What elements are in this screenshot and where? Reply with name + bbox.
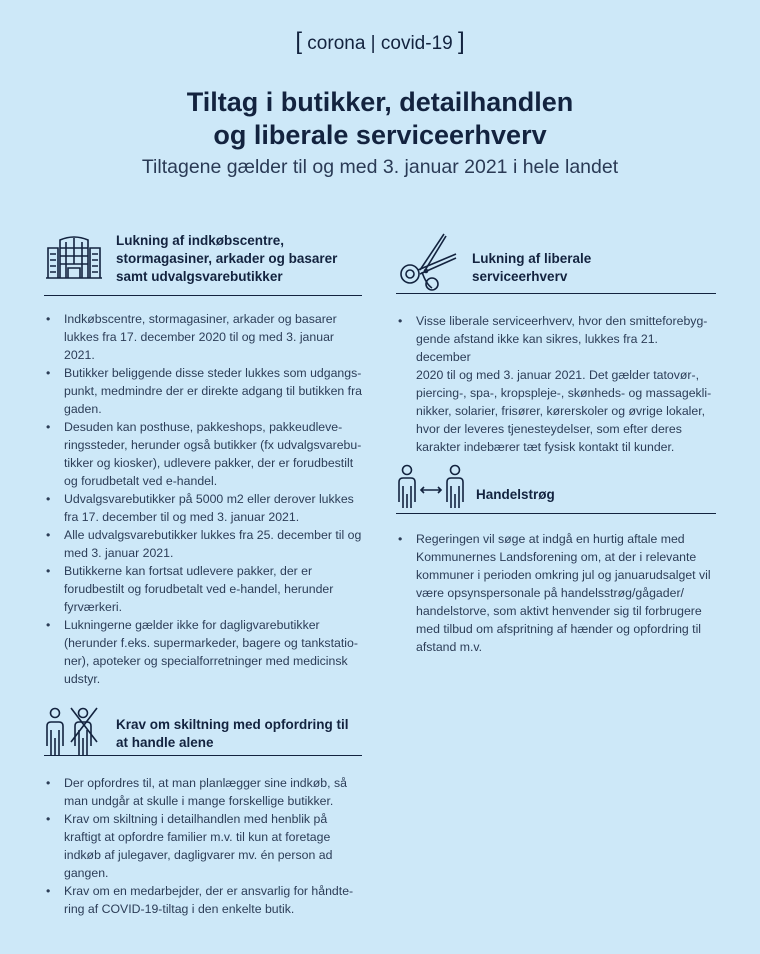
page-subtitle: Tiltagene gælder til og med 3. januar 2021 i hele landet [141,156,619,178]
section-liberale [396,232,716,456]
section-skilt-rule [44,755,362,756]
list-item: • Indkøbscentre, stormagasiner, arkader og basarer lukkes fra 17. december 2020 til og med 3. januar 2021. [44,310,364,364]
section-handel [396,464,716,656]
section-liberale-title: Lukning af liberale serviceerhverv [472,251,592,284]
shop-alone-icon [44,706,100,758]
section-indkob-list [44,310,364,688]
section-liberale-rule [396,293,716,294]
distance-people-icon [396,464,468,510]
list-item: • Butikker beliggende disse steder lukkes som udgangs- punkt, medmindre der er direkte adgang til butikken fra gaden. [44,364,364,418]
section-handel-rule [396,513,716,514]
section-indkob [44,232,364,688]
title-line-2: og liberale serviceerhverv [213,120,547,150]
list-item: • Regeringen vil søge at indgå en hurtig aftale med Kommunernes Landsforening om, at der i relevante kommuner i perioden omkring jul og januarudsalget vil være opsynspersonale på handelsstrøg/gågader/ handelstorve, som aktivt henvender sig til forbrugere med tilbud om afspritning af hænder og opfordring til afstand m.v. [396,530,716,656]
scissors-icon [396,232,458,294]
list-item: • Der opfordres til, at man planlægger sine indkøb, så man undgår at skulle i mange forskellige butikker. [44,774,364,810]
list-item: • Lukningerne gælder ikke for dagligvarebutikker (herunder f.eks. supermarkeder, bagere og tankstatio- ner), apoteker og specialforretninger med medicinsk udstyr. [44,616,364,688]
list-item: • Krav om skiltning i detailhandlen med henblik på kraftigt at opfordre familier m.v. til kun at foretage indkøb af julegaver, dagligvarer mv. én person ad gangen. [44,810,364,882]
list-item: • Visse liberale serviceerhverv, hvor den smitteforebyg- gende afstand ikke kan sikres, lukkes fra 21. december 2020 til og med 3. januar 2021. Det gælder tatovør-, piercing-, spa-, kropspleje-, skønheds- og massagekli- nikker, solarier, frisører, kørerskoler og øvrige lokaler, hvor der leveres tjenesteydelser, som efter deres karakter indebærer tæt fysisk kontakt til kunder. [396,312,716,456]
list-item: • Krav om en medarbejder, der er ansvarlig for håndte- ring af COVID-19-tiltag i den enkelte butik. [44,882,364,918]
brand-open-bracket: [ [295,28,303,55]
section-skilt [44,706,364,918]
brand-close-bracket: ] [457,28,465,55]
list-item: • Butikkerne kan fortsat udlevere pakker, der er forudbestilt og forudbetalt ved e-handel, herunder fyrværkeri. [44,562,364,616]
brand-logo [0,28,760,56]
list-item: • Desuden kan posthuse, pakkeshops, pakkeudleve- ringssteder, herunder også butikker (fx udvalgsvarebu- tikker og kiosker), udlevere pakker, der er forudbestilt og forudbetalt ved e-handel. [44,418,364,490]
section-handel-list [396,530,716,656]
section-indkob-title: Lukning af indkøbscentre, stormagasiner, arkader og basarer samt udvalgsvarebutikker [116,233,338,284]
title-line-1: Tiltag i butikker, detailhandlen [186,87,574,117]
page-title [0,86,760,152]
section-indkob-rule [44,295,362,296]
section-liberale-list [396,312,716,456]
building-icon [44,232,104,280]
section-skilt-title: Krav om skiltning med opfordring til at handle alene [116,717,349,750]
section-handel-title: Handelstrøg [476,487,555,502]
brand-text: corona | covid-19 [307,33,453,54]
list-item: • Alle udvalgsvarebutikker lukkes fra 25. december til og med 3. januar 2021. [44,526,364,562]
list-item: • Udvalgsvarebutikker på 5000 m2 eller derover lukkes fra 17. december til og med 3. januar 2021. [44,490,364,526]
section-skilt-list [44,774,364,918]
